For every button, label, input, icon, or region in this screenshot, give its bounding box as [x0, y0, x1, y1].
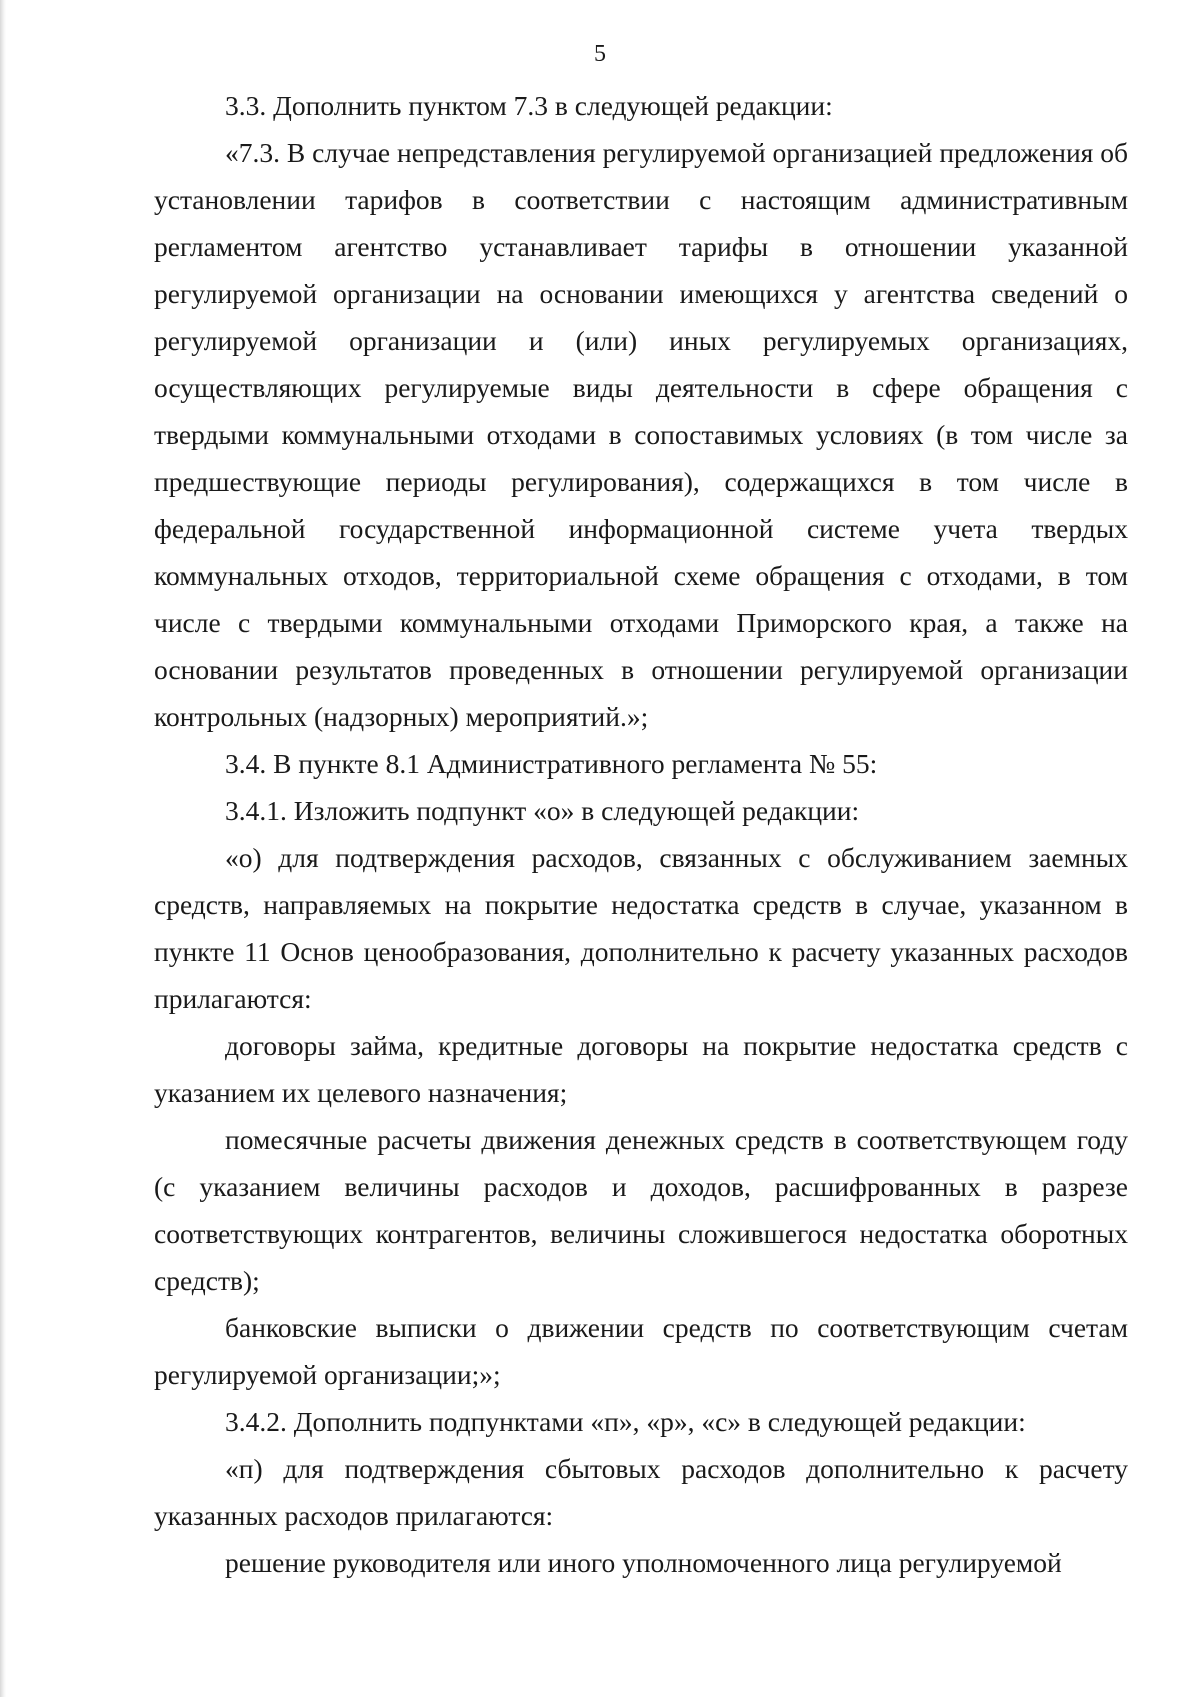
paragraph-monthly-calculations: помесячные расчеты движения денежных средств в соответствующем году (с указанием величины расходов и доходов, расшифрованных в разрезе соответствующих контрагентов, величины сложившегося недостатка оборотных средств); [154, 1124, 1128, 1296]
paragraph-subitem-p: «п) для подтверждения сбытовых расходов дополнительно к расчету указанных расходов прилагаются: [154, 1453, 1128, 1531]
scan-edge-shadow [0, 0, 6, 1697]
page-number: 5 [594, 41, 606, 67]
paragraph-bank-statements: банковские выписки о движении средств по соответствующим счетам регулируемой организации;»; [154, 1312, 1128, 1390]
document-body [154, 82, 1128, 1586]
paragraph-loan-agreements: договоры займа, кредитные договоры на покрытие недостатка средств с указанием их целевого назначения; [154, 1030, 1128, 1108]
paragraph-7-3-text: «7.3. В случае непредставления регулируемой организацией предложения об установлении тарифов в соответствии с настоящим административным регламентом агентство устанавливает тарифы в отношении указанной регулируемой организации на основании имеющихся у агентства сведений о регулируемой организации и (или) иных регулируемых организациях, осуществляющих регулируемые виды деятельности в сфере обращения с твердыми коммунальными отходами в сопоставимых условиях (в том числе за предшествующие периоды регулирования), содержащихся в том числе в федеральной государственной информационной системе учета твердых коммунальных отходов, территориальной схеме обращения с отходами, в том числе с твердыми коммунальными отходами Приморского края, а также на основании результатов проведенных в отношении регулируемой организации контрольных (надзорных) мероприятий.»; [154, 137, 1128, 732]
paragraph-3-3: 3.3. Дополнить пунктом 7.3 в следующей редакции: [225, 90, 833, 121]
paragraph-subitem-o: «о) для подтверждения расходов, связанных с обслуживанием заемных средств, направляемых на покрытие недостатка средств в случае, указанном в пункте 11 Основ ценообразования, дополнительно к расчету указанных расходов прилагаются: [154, 842, 1128, 1014]
paragraph-decision-head: решение руководителя или иного уполномоченного лица регулируемой [225, 1547, 1062, 1578]
paragraph-3-4-2: 3.4.2. Дополнить подпунктами «п», «р», «с» в следующей редакции: [225, 1406, 1026, 1437]
paragraph-3-4: 3.4. В пункте 8.1 Административного регламента № 55: [225, 748, 878, 779]
paragraph-3-4-1: 3.4.1. Изложить подпункт «о» в следующей редакции: [225, 795, 860, 826]
